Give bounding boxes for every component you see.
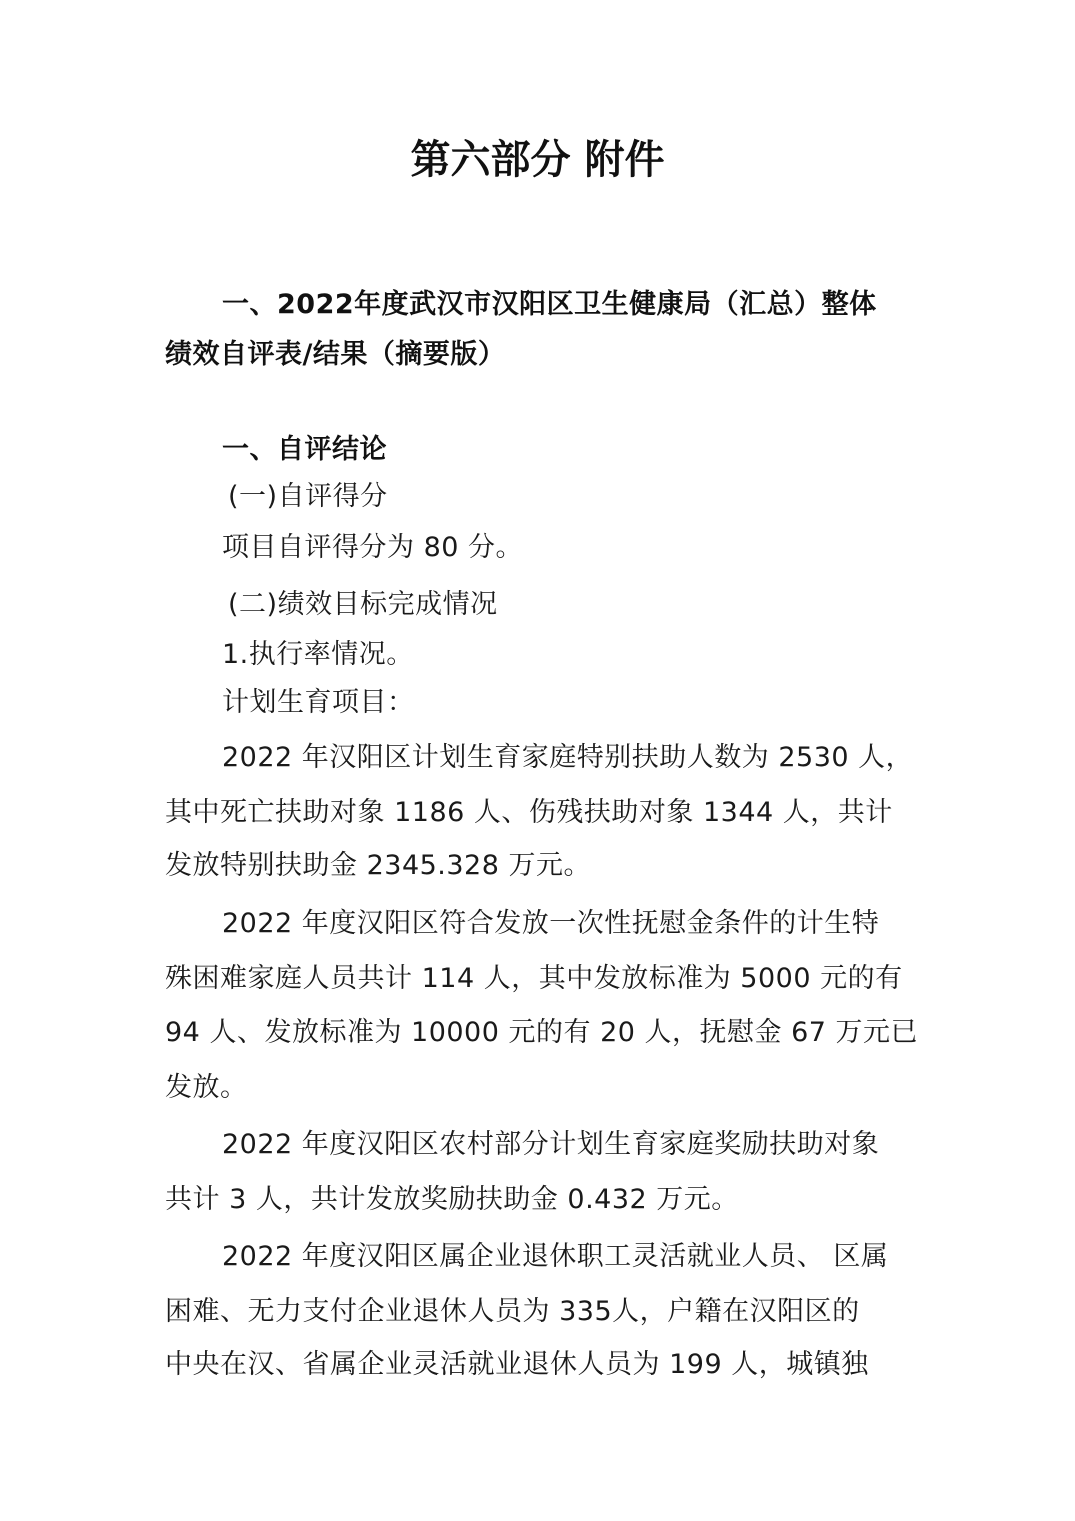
subsection-title-goal-completion: (二)绩效目标完成情况	[228, 589, 498, 620]
item-execution-rate: 1.执行率情况。	[222, 639, 414, 670]
paragraph-line: 其中死亡扶助对象 1186 人、伤残扶助对象 1344 人，共计	[165, 797, 893, 828]
section-title-self-evaluation-conclusion: 一、自评结论	[222, 434, 387, 465]
paragraph-line: 共计 3 人，共计发放奖励扶助金 0.432 万元。	[165, 1184, 739, 1215]
paragraph-line: 94 人、发放标准为 10000 元的有 20 人，抚慰金 67 万元已	[165, 1017, 919, 1048]
paragraph-line: 2022 年度汉阳区农村部分计划生育家庭奖励扶助对象	[222, 1129, 880, 1160]
document-title: 第六部分 附件	[410, 137, 665, 183]
paragraph-line: 发放。	[165, 1072, 248, 1103]
paragraph-line: 2022 年汉阳区计划生育家庭特别扶助人数为 2530 人，	[222, 742, 914, 773]
paragraph-line: 2022 年度汉阳区符合发放一次性抚慰金条件的计生特	[222, 908, 880, 939]
paragraph-line: 发放特别扶助金 2345.328 万元。	[165, 850, 591, 881]
score-text: 项目自评得分为 80 分。	[222, 532, 524, 563]
paragraph-line: 殊困难家庭人员共计 114 人，其中发放标准为 5000 元的有	[165, 963, 903, 994]
paragraph-line: 2022 年度汉阳区属企业退休职工灵活就业人员、 区属	[222, 1241, 889, 1272]
paragraph-line: 困难、无力支付企业退休人员为 335人，户籍在汉阳区的	[165, 1296, 860, 1327]
paragraph-line: 中央在汉、省属企业灵活就业退休人员为 199 人，城镇独	[165, 1349, 869, 1380]
attachment-heading-line-2: 绩效自评表/结果（摘要版）	[165, 339, 506, 370]
attachment-heading-line-1: 一、2022年度武汉市汉阳区卫生健康局（汇总）整体	[222, 289, 877, 320]
subsection-title-score: (一)自评得分	[228, 481, 388, 512]
project-label: 计划生育项目：	[222, 687, 415, 718]
